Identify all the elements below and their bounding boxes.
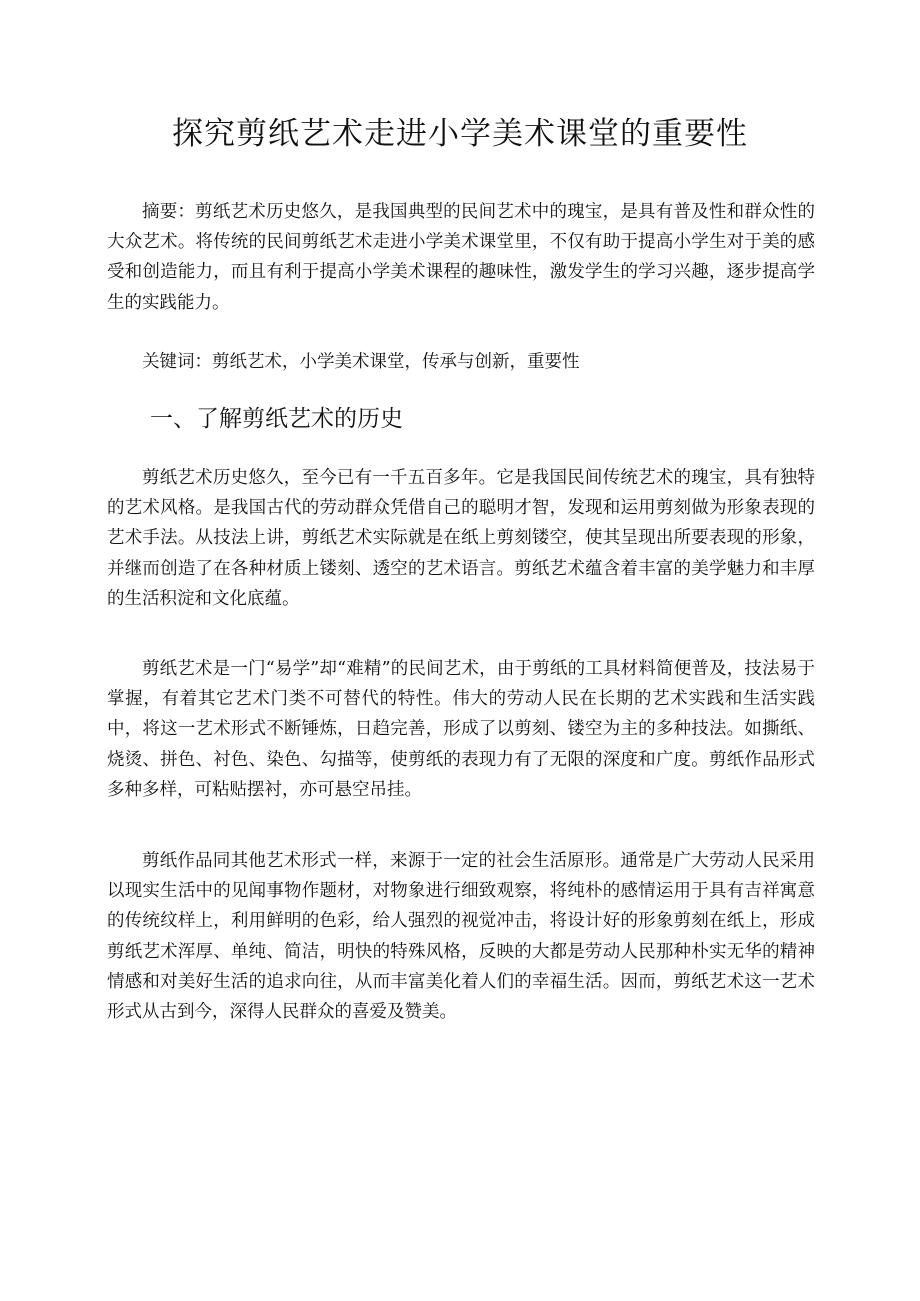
document-title: 探究剪纸艺术走进小学美术课堂的重要性	[172, 116, 748, 152]
body-paragraph-3: 剪纸作品同其他艺术形式一样，来源于一定的社会生活原形。通常是广大劳动人民采用以现实生活中的见闻事物作题材，对物象进行细致观察，将纯朴的感情运用于具有吉祥寓意的传统纹样上，利用鲜明的色彩，给人强烈的视觉冲击，将设计好的形象剪刻在纸上，形成剪纸艺术浑厚、单纯、简洁，明快的特殊风格，反映的大都是劳动人民那种朴实无华的精神情感和对美好生活的追求向往，从而丰富美化着人们的幸福生活。因而，剪纸艺术这一艺术形式从古到今，深得人民群众的喜爱及赞美。	[107, 851, 815, 1023]
abstract-paragraph: 摘要：剪纸艺术历史悠久，是我国典型的民间艺术中的瑰宝，是具有普及性和群众性的大众艺术。将传统的民间剪纸艺术走进小学美术课堂里，不仅有助于提高小学生对于美的感受和创造能力，而且有利于提高小学美术课程的趣味性，激发学生的学习兴趣，逐步提高学生的实践能力。	[107, 202, 815, 313]
keywords-paragraph: 关键词：剪纸艺术，小学美术课堂，传承与创新，重要性	[142, 352, 580, 372]
body-paragraph-2: 剪纸艺术是一门“易学”却“难精”的民间艺术，由于剪纸的工具材料简便普及，技法易于掌握，有着其它艺术门类不可替代的特性。伟大的劳动人民在长期的艺术实践和生活实践中，将这一艺术形式不断锤炼，日趋完善，形成了以剪刻、镂空为主的多种技法。如撕纸、烧烫、拼色、衬色、染色、勾描等，使剪纸的表现力有了无限的深度和广度。剪纸作品形式多种多样，可粘贴摆衬，亦可悬空吊挂。	[107, 659, 815, 800]
section-heading: 一、了解剪纸艺术的历史	[150, 406, 403, 432]
body-paragraph-1: 剪纸艺术历史悠久，至今已有一千五百多年。它是我国民间传统艺术的瑰宝，具有独特的艺术风格。是我国古代的劳动群众凭借自己的聪明才智，发现和运用剪刻做为形象表现的艺术手法。从技法上讲，剪纸艺术实际就是在纸上剪刻镂空，使其呈现出所要表现的形象，并继而创造了在各种材质上镂刻、透空的艺术语言。剪纸艺术蕴含着丰富的美学魅力和丰厚的生活积淀和文化底蕴。	[107, 468, 815, 609]
